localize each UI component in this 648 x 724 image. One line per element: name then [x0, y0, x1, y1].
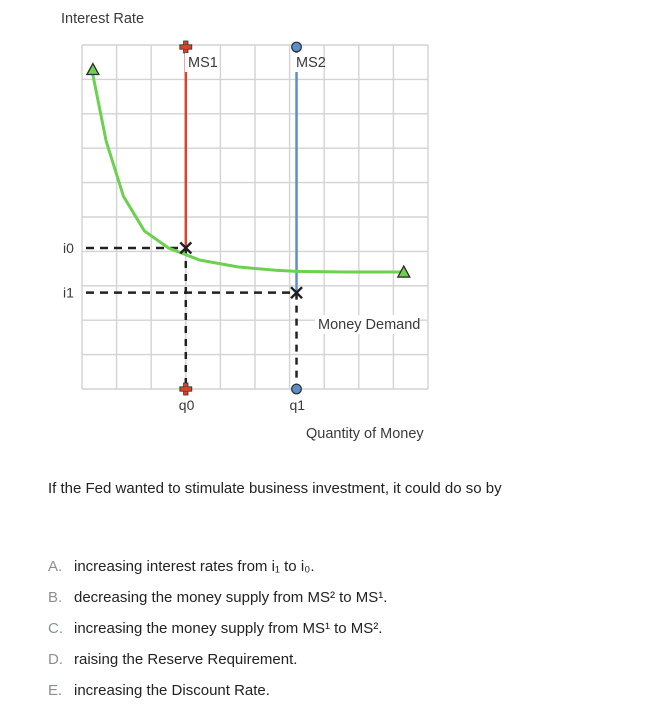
- option-b[interactable]: [48, 589, 387, 620]
- question-text: If the Fed wanted to stimulate business investment, it could do so by: [48, 480, 502, 497]
- option-letter: C.: [48, 620, 63, 637]
- option-text: decreasing the money supply from MS² to MS¹.: [74, 589, 388, 606]
- option-e[interactable]: [48, 682, 387, 713]
- y-axis-label: Interest Rate: [61, 11, 145, 27]
- option-letter: E.: [48, 682, 63, 699]
- chart-lines: [87, 41, 410, 395]
- x-axis-label: Quantity of Money: [306, 426, 424, 442]
- ms2-top-marker: [292, 42, 302, 52]
- option-c[interactable]: [48, 620, 387, 651]
- ms2-bottom-marker: [292, 384, 302, 394]
- ms1-bottom-marker: [180, 383, 192, 395]
- option-text: raising the Reserve Requirement.: [74, 651, 298, 668]
- x-tick-q1: q1: [289, 397, 306, 413]
- series-label-money-demand: Money Demand: [318, 317, 421, 333]
- option-letter: D.: [48, 651, 63, 668]
- option-letter: A.: [48, 558, 63, 575]
- option-d[interactable]: [48, 651, 387, 682]
- option-text: increasing the money supply from MS¹ to MS².: [74, 620, 383, 637]
- ms1-top-marker-center: [184, 45, 188, 49]
- money-demand-start-marker: [87, 64, 99, 75]
- y-tick-i0: i0: [63, 239, 74, 256]
- option-a[interactable]: [48, 558, 387, 589]
- x-tick-q0: q0: [178, 397, 195, 413]
- chart-labels: [61, 11, 424, 442]
- option-letter: B.: [48, 589, 63, 606]
- answer-options: [48, 558, 387, 713]
- ms1-bottom-marker-center: [184, 387, 188, 391]
- chart-grid: [82, 45, 428, 389]
- ms1-top-marker: [180, 41, 192, 53]
- series-label-ms1: MS1: [188, 55, 218, 71]
- series-label-ms2: MS2: [296, 55, 326, 71]
- option-text: increasing the Discount Rate.: [74, 682, 270, 699]
- y-tick-i1: i1: [63, 284, 74, 301]
- option-text: increasing interest rates from i₁ to i₀.: [74, 558, 315, 575]
- series-curve-money-demand: [92, 73, 403, 273]
